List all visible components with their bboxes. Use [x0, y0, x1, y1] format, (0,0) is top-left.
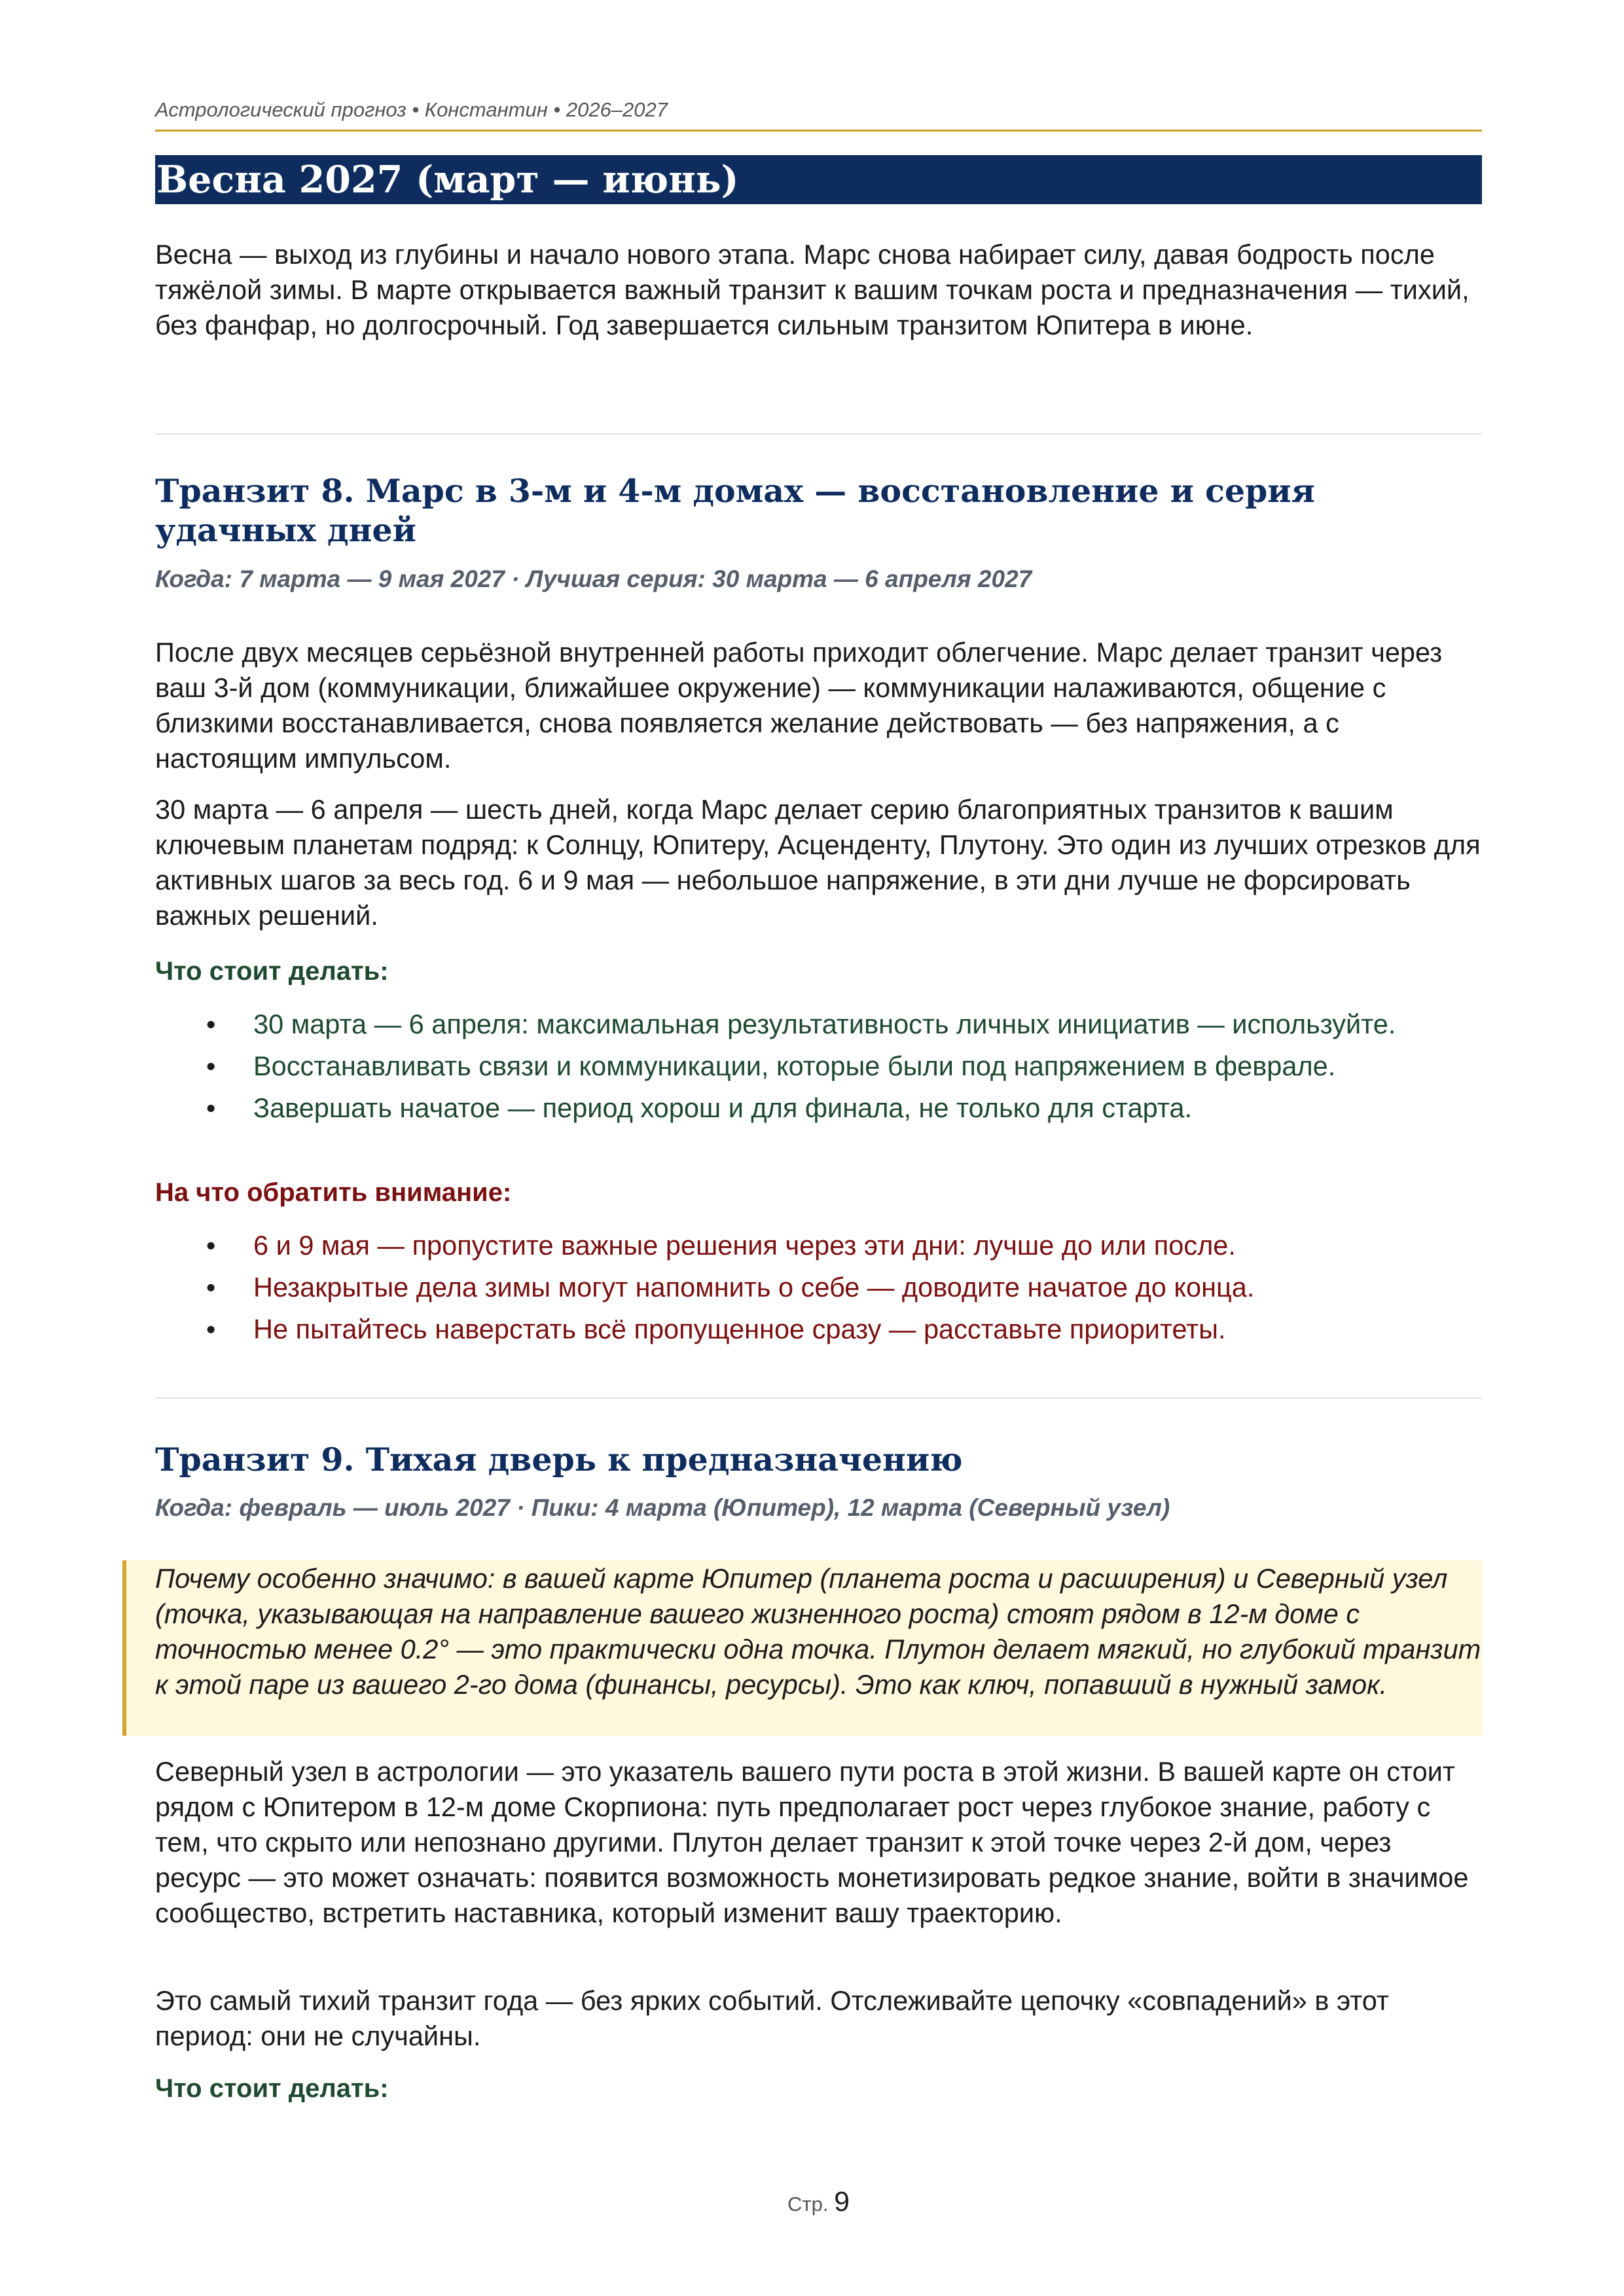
- callout-text: Почему особенно значимо: в вашей карте Юпитер (планета роста и расширения) и Северный узел (точка, указывающая на направление вашего жизненного роста) стоят рядом в 12-м доме с точностью менее 0.2° — это практически одна точка. Плутон делает мягкий, но глубокий транзит к этой паре из вашего 2-го дома (финансы, ресурсы). Это как ключ, попавший в нужный замок.: [155, 1563, 1481, 1700]
- list-item: • 30 марта — 6 апреля: максимальная результативность личных инициатив — используйте.: [155, 1007, 1482, 1042]
- transit-9-do-label: Что стоит делать:: [155, 2074, 389, 2103]
- bullet-icon: •: [206, 1272, 216, 1302]
- season-title: Весна 2027 (март — июнь): [155, 155, 1482, 204]
- page-number: 9: [834, 2186, 850, 2217]
- transit-8-title: Транзит 8. Марс в 3-м и 4-м домах — восстановление и серия удачных дней: [155, 472, 1315, 549]
- bullet-icon: •: [206, 1230, 216, 1261]
- transit-9-paragraph-1: Северный узел в астрологии — это указатель вашего пути роста в этой жизни. В вашей карте он стоит рядом с Юпитером в 12-м доме Скорпиона: путь предполагает рост через глубокое знание, работу с тем, что скрыто или непознано другими. Плутон делает транзит к этой точке через 2-й дом, через ресурс — это может означать: появится возможность монетизировать редкое знание, войти в значимое сообщество, встретить наставника, который изменит вашу траекторию.: [155, 1756, 1469, 1928]
- list-item: • Не пытайтесь наверстать всё пропущенное сразу — расставьте приоритеты.: [155, 1312, 1482, 1347]
- transit-8-do-label: Что стоит делать:: [155, 957, 389, 986]
- list-item: • Восстанавливать связи и коммуникации, которые были под напряжением в феврале.: [155, 1049, 1482, 1084]
- list-item: • Завершать начатое — период хорош и для финала, не только для старта.: [155, 1090, 1482, 1126]
- section-divider: [155, 433, 1482, 435]
- running-header: Астрологический прогноз • Константин • 2026–2027: [155, 98, 1482, 132]
- transit-9-title: Транзит 9. Тихая дверь к предназначению: [155, 1441, 963, 1479]
- transit-8-watch-list: [155, 1228, 1482, 1354]
- bullet-icon: •: [206, 1009, 216, 1039]
- transit-8-paragraph-2: 30 марта — 6 апреля — шесть дней, когда Марс делает серию благоприятных транзитов к вашим ключевым планетам подряд: к Солнцу, Юпитеру, Асценденту, Плутону. Это один из лучших отрезков для активных шагов за весь год. 6 и 9 мая — небольшое напряжение, в эти дни лучше не форсировать важных решений.: [155, 794, 1481, 931]
- transit-9-paragraph-2: Это самый тихий транзит года — без ярких событий. Отслеживайте цепочку «совпадений» в этот период: они не случайны.: [155, 1985, 1389, 2051]
- page-footer: [155, 2186, 1482, 2218]
- transit-8-do-list: [155, 1007, 1482, 1132]
- page-label: Стр.: [787, 2193, 829, 2215]
- bullet-icon: •: [206, 1314, 216, 1344]
- transit-8-when: Когда: 7 марта — 9 мая 2027 · Лучшая серия: 30 марта — 6 апреля 2027: [155, 565, 1032, 592]
- section-divider: [155, 1397, 1482, 1399]
- transit-8-paragraph-1: После двух месяцев серьёзной внутренней работы приходит облегчение. Марс делает транзит через ваш 3-й дом (коммуникации, ближайшее окружение) — коммуникации налаживаются, общение с близкими восстанавливается, снова появляется желание действовать — без напряжения, а с настоящим импульсом.: [155, 637, 1443, 774]
- list-item: • 6 и 9 мая — пропустите важные решения через эти дни: лучше до или после.: [155, 1228, 1482, 1263]
- transit-9-when: Когда: февраль — июль 2027 · Пики: 4 марта (Юпитер), 12 марта (Северный узел): [155, 1494, 1170, 1521]
- list-item: • Незакрытые дела зимы могут напомнить о себе — доводите начатое до конца.: [155, 1270, 1482, 1305]
- transit-8-watch-label: На что обратить внимание:: [155, 1178, 512, 1207]
- bullet-icon: •: [206, 1051, 216, 1081]
- season-intro: Весна — выход из глубины и начало нового этапа. Марс снова набирает силу, давая бодрость после тяжёлой зимы. В марте открывается важный транзит к вашим точкам роста и предназначения — тихий, без фанфар, но долгосрочный. Год завершается сильным транзитом Юпитера в июне.: [155, 239, 1470, 340]
- bullet-icon: •: [206, 1093, 216, 1123]
